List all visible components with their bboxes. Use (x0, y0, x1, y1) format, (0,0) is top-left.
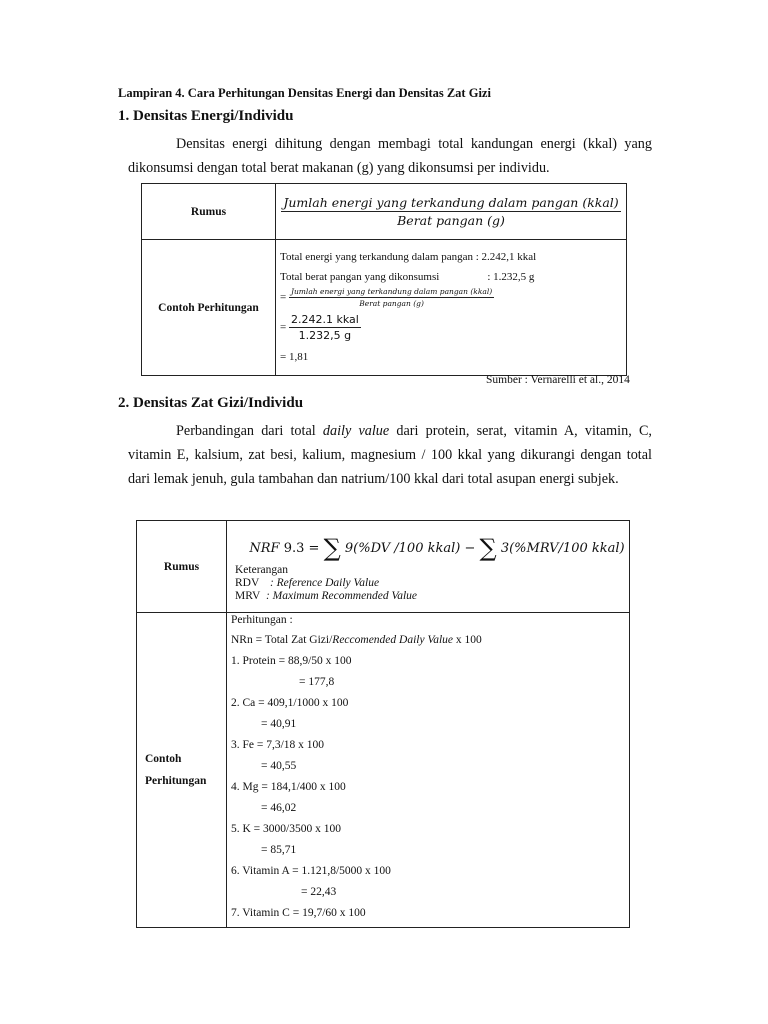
contoh-label-cell (142, 240, 276, 376)
calc-line: = 22,43 (301, 886, 337, 898)
rdv-line (235, 577, 629, 590)
small-numerator: Jumlah energi yang terkandung dalam pangan (kkal) (290, 286, 493, 296)
result-line: = 1,81 (280, 350, 309, 363)
calc-line: = 40,91 (261, 718, 297, 730)
calc-line: = 46,02 (261, 802, 297, 814)
nutrient-calculation-cell (227, 613, 630, 928)
formula-denominator: Berat pangan (g) (397, 213, 505, 228)
small-fraction-line (280, 287, 626, 311)
calc-line: 3. Fe = 7,3/18 x 100 (231, 739, 325, 751)
energy-density-formula (281, 195, 620, 228)
nrf-eq: = (308, 541, 320, 556)
eq-sign-2: = (280, 321, 287, 333)
rdv-label: RDV (235, 577, 260, 589)
paragraph-prefix: Perbandingan dari total (176, 423, 323, 439)
section1-paragraph (128, 132, 652, 180)
calc-line: 4. Mg = 184,1/400 x 100 (231, 781, 346, 793)
small-denominator: Berat pangan (g) (359, 298, 424, 308)
nrf-formula (235, 534, 629, 562)
paragraph-italic: daily value (322, 423, 390, 439)
nrn-prefix: NRn = Total Zat Gizi/ (231, 634, 333, 646)
total-weight-line (280, 267, 626, 287)
section1-paragraph-text: Densitas energi dihitung dengan membagi total kandungan energi (kkal) yang dikonsumsi dengan total berat makanan (g) yang dikonsumsi per individu. (128, 136, 652, 176)
sigma-icon-2: ∑ (479, 534, 497, 562)
perhitungan-label: Perhitungan : (231, 614, 293, 626)
contoh2-label-cell (137, 613, 227, 928)
rumus-label: Rumus (190, 205, 227, 218)
calc-line: = 177,8 (299, 676, 335, 688)
value-fraction-line (280, 313, 626, 347)
section2-heading: 2. Densitas Zat Gizi/Individu (118, 395, 304, 411)
nrn-suffix: x 100 (453, 634, 482, 646)
calc-line: 5. K = 3000/3500 x 100 (231, 823, 341, 835)
rumus-formula-cell (276, 184, 627, 240)
section2-paragraph (128, 419, 652, 491)
nrf-term2: 3(%MRV/100 kkal) (500, 541, 625, 556)
mrv-label: MRV (235, 590, 261, 602)
value-numerator: 2.242.1 kkal (290, 312, 359, 326)
eq-sign: = (280, 291, 287, 303)
rumus2-label: Rumus (163, 560, 200, 573)
calc-line: 7. Vitamin C = 19,7/60 x 100 (231, 907, 366, 919)
rumus2-label-cell (137, 521, 227, 613)
calc-line: = 85,71 (261, 844, 297, 856)
nrf-formula-cell (227, 521, 630, 613)
calc-line: 2. Ca = 409,1/1000 x 100 (231, 697, 349, 709)
nrf-number: 9.3 (283, 541, 305, 556)
rdv-value-wrap (262, 577, 379, 589)
nutrient-density-table (136, 520, 630, 928)
calc-line: 1. Protein = 88,9/50 x 100 (231, 655, 352, 667)
nrf-term1: 9(%DV /100 kkal) (344, 541, 461, 556)
nrn-italic: Reccomended Daily Value (332, 634, 453, 646)
mrv-value: : Maximum Recommended Value (265, 590, 417, 602)
nrf-minus: − (464, 541, 476, 556)
contoh-label: Contoh Perhitungan (158, 301, 259, 314)
nrf-symbol: NRF (249, 541, 280, 556)
total-weight-value: : 1.232,5 g (487, 270, 535, 283)
calc-line: 6. Vitamin A = 1.121,8/5000 x 100 (231, 865, 391, 877)
sigma-icon: ∑ (323, 534, 341, 562)
total-energy-line: Total energi yang terkandung dalam pangan : 2.242,1 kkal (280, 250, 537, 263)
value-denominator: 1.232,5 g (298, 328, 352, 342)
value-fraction (289, 313, 361, 342)
total-weight-label: Total berat pangan yang dikonsumsi (280, 270, 440, 283)
keterangan-label: Keterangan (235, 564, 288, 576)
calc-line: = 40,55 (261, 760, 297, 772)
mrv-value-wrap (263, 590, 417, 602)
mrv-line (235, 590, 629, 603)
paragraph-suffix: dari protein, serat, vitamin A, vitamin, C, vitamin E, kalsium, zat besi, kalium, magnesium / 100 kkal yang dikurangi dengan total dari lemak jenuh, gula tambahan dan natrium/100 kkal dari total asupan energi subjek. (128, 423, 652, 487)
nrn-line (231, 630, 629, 651)
small-fraction (289, 287, 494, 308)
contoh2-label-1: Contoh (145, 753, 182, 765)
calculation-cell (276, 240, 627, 376)
energy-density-table (141, 183, 627, 376)
appendix-caption: Lampiran 4. Cara Perhitungan Densitas Energi dan Densitas Zat Gizi (118, 86, 491, 100)
rumus-label-cell (142, 184, 276, 240)
source-citation: Sumber : Vernarelli et al., 2014 (486, 374, 630, 386)
formula-numerator: Jumlah energi yang terkandung dalam pangan (kkal) (283, 195, 619, 210)
section1-heading: 1. Densitas Energi/Individu (118, 108, 294, 124)
rdv-value: : Reference Daily Value (269, 577, 380, 589)
contoh2-label-2: Perhitungan (145, 775, 207, 787)
